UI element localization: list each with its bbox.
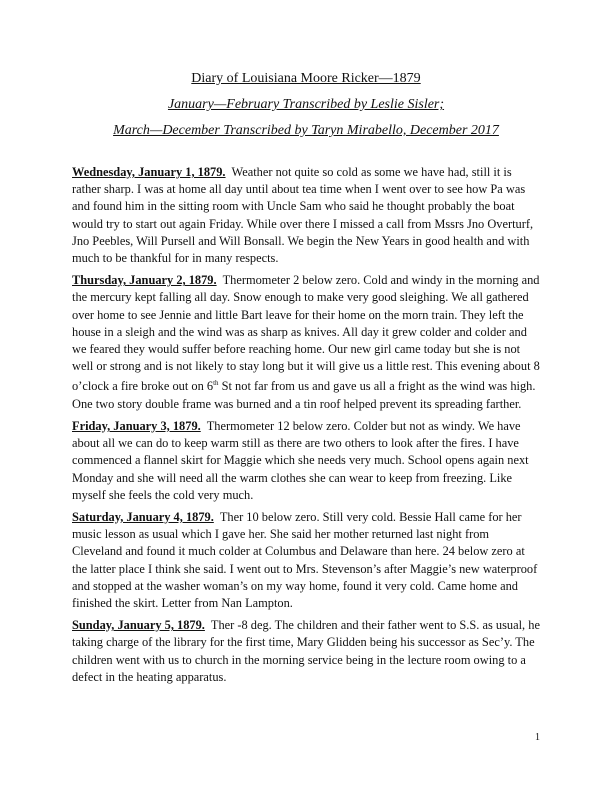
entry-date: Wednesday, January 1, 1879.: [72, 165, 226, 179]
diary-entries: [72, 164, 540, 686]
diary-entry: [72, 164, 540, 267]
entry-date: Sunday, January 5, 1879.: [72, 618, 205, 633]
entry-text: Thermometer 12 below zero. Colder but not as windy. We have about all we can do to keep warm still as there are two others to look after the fires. I have commenced a flannel skirt for Maggie which she needs very much. School opens again next Monday and she will need all the warm clothes she can wear to keep from freezing. Like myself she feels the cold very much.: [72, 418, 529, 502]
entry-text: Thermometer 2 below zero. Cold and windy in the morning and the mercury kept falling all day. Snow enough to make very good sleighing. We all gathered over home to see Jennie and little Bart leave for their home on the morn train. They left the house in a sleigh and the wind was as sharp as knives. All day it grew colder and colder and we feared they would suffer before reaching home. Our new girl came today but she is not well or strong and is not likely to stay long but it will give us a little rest. This evening about 8 o’clock a fire broke out on 6: [72, 273, 540, 394]
document-page: [72, 70, 540, 691]
entry-date: Friday, January 3, 1879.: [72, 418, 201, 433]
entry-text: Weather not quite so cold as some we have had, still it is rather sharp. I was at home all day until about tea time when I went over to see how Pa was and found him in the sitting room with Uncle Sam who said he thought probably the boat would try to start out again Friday. While over there I missed a call from Mssrs Jno Overturf, Jno Peebles, Will Pursell and Will Bonsall. We begin the New Years in good health and with much to be thankful for in many respects.: [72, 165, 534, 266]
diary-entry: [72, 418, 540, 504]
transcriber-line-1: January—February Transcribed by Leslie Sisler;: [167, 97, 445, 112]
entry-text: Ther -8 deg. The children and their father went to S.S. as usual, he taking charge of the library for the first time, Mary Glidden being his successor as Sec’y. The children went with us to church in the morning service being in the lecture room owing to a defect in the heating apparatus.: [72, 618, 540, 684]
diary-entry: [72, 617, 540, 686]
entry-text-continued: St not far from us and gave us all a fright as the wind was high. One two story double frame was burned and a tin roof helped prevent its spreading farther.: [72, 379, 536, 411]
entry-date: Saturday, January 4, 1879.: [72, 509, 214, 524]
entry-text: Ther 10 below zero. Still very cold. Bessie Hall came for her music lesson as usual which I gave her. She said her mother returned last night from Cleveland and found it much colder at Columbus and Delaware than here. 24 below zero at the latter place I think she said. I went out to Mrs. Stevenson’s after Maggie’s new waterproof and stopped at the washer woman’s on my way home, found it very cold. Came home and finished the skirt. Letter from Nan Lampton.: [72, 509, 538, 610]
diary-entry: [72, 272, 540, 413]
entry-date: Thursday, January 2, 1879.: [72, 273, 217, 288]
entry-superscript: th: [213, 379, 219, 388]
transcriber-line-2: March—December Transcribed by Taryn Mirabello, December 2017: [113, 123, 499, 138]
page-number: 1: [535, 732, 540, 743]
diary-entry: [72, 509, 540, 612]
document-title: Diary of Louisiana Moore Ricker—1879: [191, 71, 421, 86]
